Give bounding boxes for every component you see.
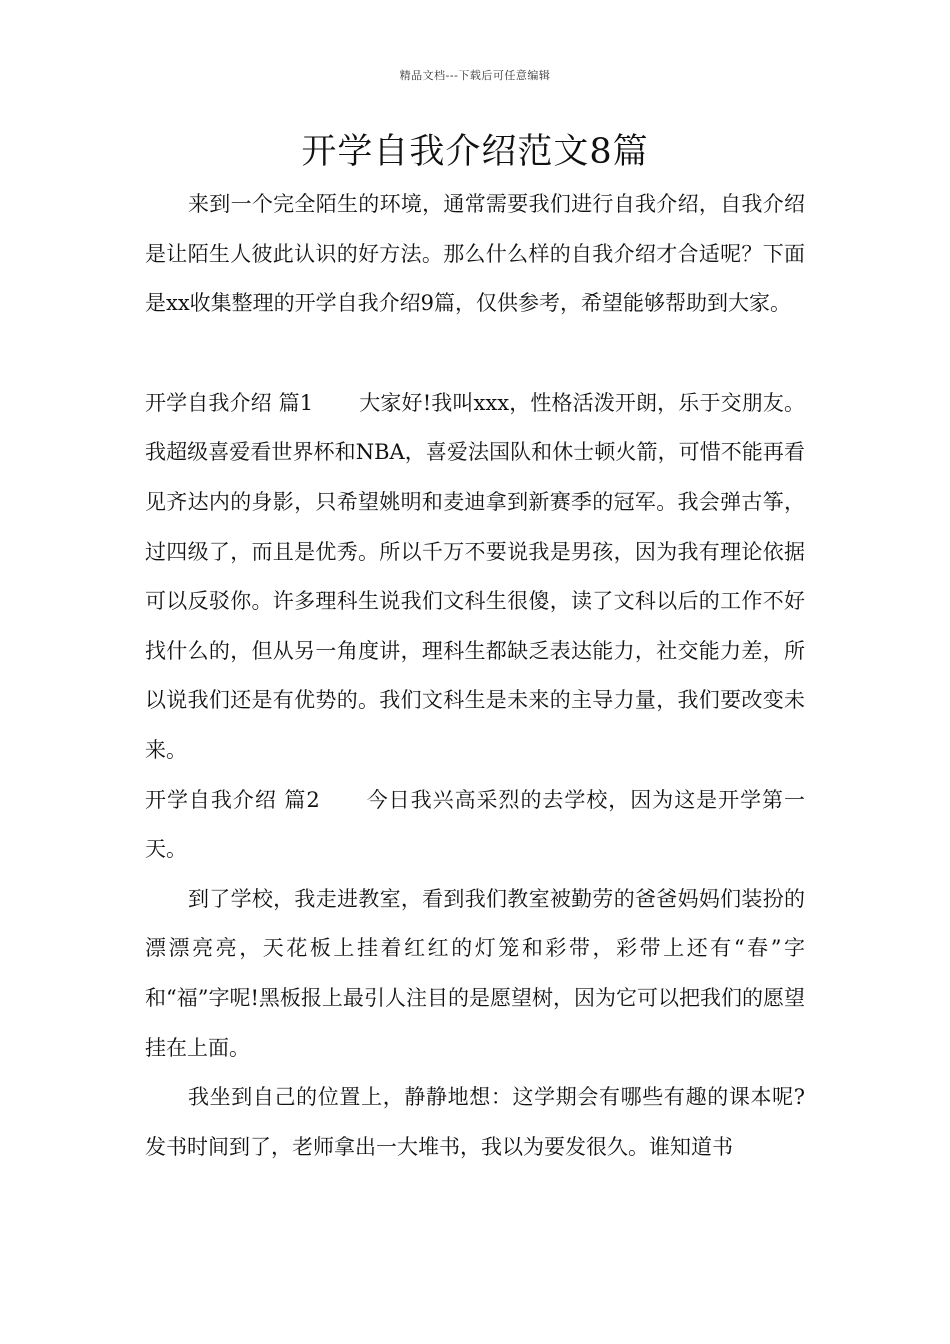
- paragraph-gap: [145, 329, 805, 379]
- document-title: 开学自我介绍范文8篇: [301, 132, 649, 172]
- body-paragraph-2: 我坐到自己的位置上，静静地想：这学期会有哪些有趣的课本呢?发书时间到了，老师拿出一大堆书，我以为要发很久。谁知道书: [145, 1085, 805, 1159]
- section-2-label: 开学自我介绍 篇2: [145, 787, 320, 812]
- section-1-label: 开学自我介绍 篇1: [145, 390, 314, 415]
- section-1-paragraph: [145, 379, 805, 776]
- section-2-paragraph: [145, 776, 805, 875]
- body-paragraph-1: 到了学校，我走进教室，看到我们教室被勤劳的爸爸妈妈们装扮的漂漂亮亮，天花板上挂着红红的灯笼和彩带，彩带上还有“春”字和“福”字呢!黑板报上最引人注目的是愿望树，因为它可以把我们的愿望挂在上面。: [145, 886, 805, 1060]
- section-1-text: 大家好!我叫xxx，性格活泼开朗，乐于交朋友。我超级喜爱看世界杯和NBA，喜爱法国队和休士顿火箭，可惜不能再看见齐达内的身影，只希望姚明和麦迪拿到新赛季的冠军。我会弹古筝，过四级了，而且是优秀。所以千万不要说我是男孩，因为我有理论依据可以反驳你。许多理科生说我们文科生很傻，读了文科以后的工作不好找什么的，但从另一角度讲，理科生都缺乏表达能力，社交能力差，所以说我们还是有优势的。我们文科生是未来的主导力量，我们要改变未来。: [145, 390, 805, 762]
- section-2-text: 今日我兴高采烈的去学校，因为这是开学第一天。: [145, 787, 806, 862]
- intro-paragraph: 来到一个完全陌生的环境，通常需要我们进行自我介绍，自我介绍是让陌生人彼此认识的好方法。那么什么样的自我介绍才合适呢？下面是xx收集整理的开学自我介绍9篇，仅供参考，希望能够帮助到大家。: [145, 192, 805, 316]
- document-body: [145, 180, 805, 1172]
- header-note: 精品文档---下载后可任意编辑: [399, 69, 551, 82]
